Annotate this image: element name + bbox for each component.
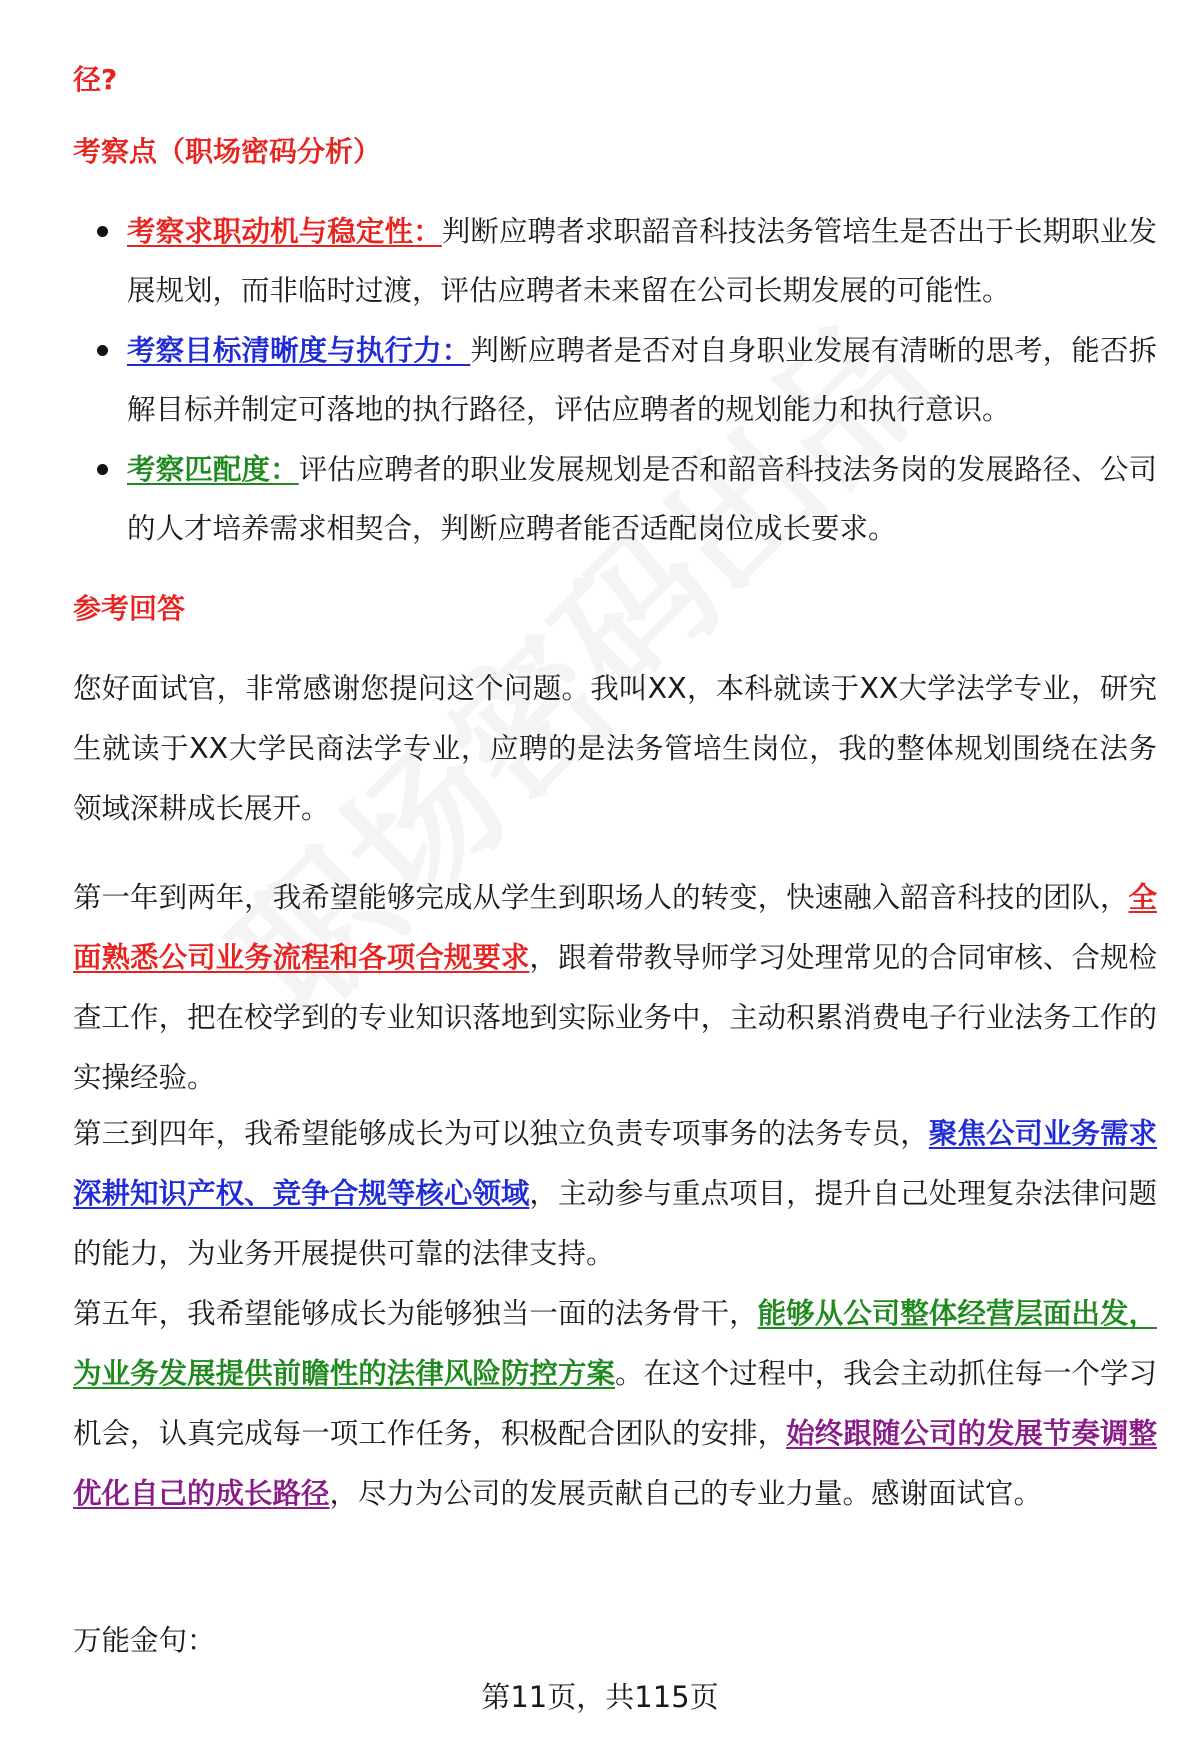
question-tail: 径? bbox=[73, 63, 118, 96]
text: ，跟着带教导师学习处理常见的合同审核、合规检查工作，把在校学到的专业知识落地到实际业务中，主动积累消费电子行业法务工作的实操经验。 bbox=[73, 941, 1157, 1094]
analysis-item-text: 判断应聘者求职韶音科技法务管培生是否出于长期职业发展规划，而非临时过渡，评估应聘者未来留在公司长期发展的可能性。 bbox=[127, 215, 1157, 307]
analysis-item bbox=[127, 202, 1157, 320]
text: 。在这个过程中，我会主动抓住每一个学习机会，认真完成每一项工作任务，积极配合团队的安排， bbox=[73, 1357, 1157, 1450]
analysis-item-label: 考察匹配度： bbox=[127, 453, 299, 486]
analysis-item bbox=[127, 440, 1157, 558]
analysis-item-label: 考察求职动机与稳定性： bbox=[127, 215, 442, 248]
bullet-icon bbox=[97, 464, 108, 475]
answer-paragraph-2 bbox=[73, 868, 1157, 1108]
text: ，主动参与重点项目，提升自己处理复杂法律问题的能力，为业务开展提供可靠的法律支持。 bbox=[73, 1177, 1157, 1270]
analysis-item-label: 考察目标清晰度与执行力： bbox=[127, 334, 471, 367]
text: 第三到四年，我希望能够成长为可以独立负责专项事务的法务专员， bbox=[73, 1117, 929, 1150]
highlight-text: 能够从公司整体经营层面出发，为业务发展提供前瞻性的法律风险防控方案 bbox=[73, 1297, 1157, 1390]
answer-paragraph-4 bbox=[73, 1284, 1157, 1524]
highlight-text: 全面熟悉公司业务流程和各项合规要求 bbox=[73, 881, 1157, 974]
analysis-heading: 考察点（职场密码分析） bbox=[73, 135, 382, 168]
text: 第五年，我希望能够成长为能够独当一面的法务骨干， bbox=[73, 1297, 758, 1330]
analysis-item-text: 判断应聘者是否对自身职业发展有清晰的思考，能否拆解目标并制定可落地的执行路径，评估应聘者的规划能力和执行意识。 bbox=[127, 334, 1157, 426]
bullet-icon bbox=[97, 345, 108, 356]
page-footer: 第11页，共115页 bbox=[481, 1680, 719, 1714]
golden-sentence-label: 万能金句： bbox=[73, 1624, 216, 1657]
text: ，尽力为公司的发展贡献自己的专业力量。感谢面试官。 bbox=[329, 1477, 1043, 1510]
answer-paragraph-3 bbox=[73, 1104, 1157, 1284]
answer-paragraph-1: 您好面试官，非常感谢您提问这个问题。我叫XX，本科就读于XX大学法学专业，研究生就读于XX大学民商法学专业，应聘的是法务管培生岗位，我的整体规划围绕在法务领域深耕成长展开。 bbox=[73, 672, 1157, 825]
analysis-item bbox=[127, 321, 1157, 439]
text: 第一年到两年，我希望能够完成从学生到职场人的转变，快速融入韶音科技的团队， bbox=[73, 881, 1129, 914]
analysis-item-text: 评估应聘者的职业发展规划是否和韶音科技法务岗的发展路径、公司的人才培养需求相契合，判断应聘者能否适配岗位成长要求。 bbox=[127, 453, 1157, 545]
highlight-text: 始终跟随公司的发展节奏调整优化自己的成长路径 bbox=[73, 1417, 1157, 1510]
bullet-icon bbox=[97, 226, 108, 237]
highlight-text: 聚焦公司业务需求深耕知识产权、竞争合规等核心领域 bbox=[73, 1117, 1157, 1210]
answer-heading: 参考回答 bbox=[73, 592, 186, 625]
